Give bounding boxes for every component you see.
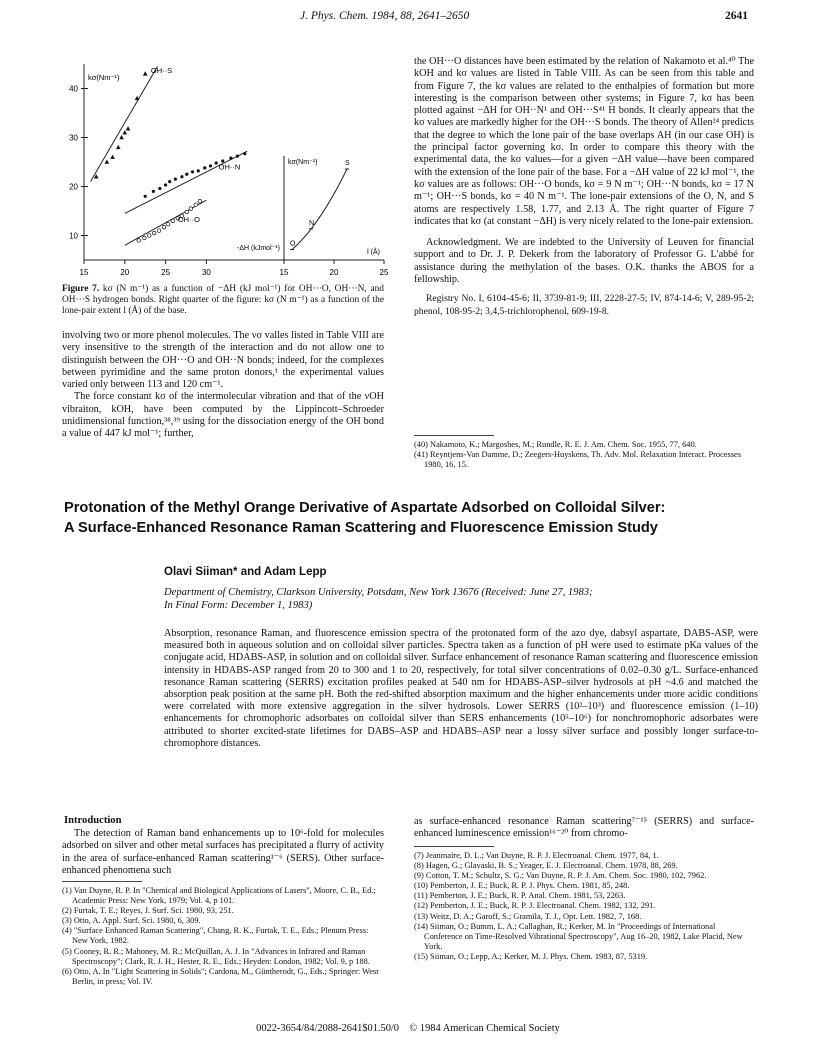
reference: (5) Cooney, R. R.; Mahoney, M. R.; McQuillan, A. J. In "Advances in Infrared and Raman Spectroscopy"; Clark, R. J. H., Hester, R. E., Eds.; Heyden: London, 1982; Vol. 9, p 188. (62, 946, 370, 966)
data-point-dot (243, 152, 246, 155)
data-point-triangle (105, 160, 110, 164)
inset-y-label: kσ(Nm⁻¹) (288, 159, 318, 166)
article-title (64, 498, 764, 538)
footnote-rule (62, 881, 142, 882)
paragraph: involving two or more phenol molecules. The νσ valles listed in Table VIII are very insensitive to the strength of the interaction and do not allow one to distinguish between the OH···O and OH··N bonds; indeed, for the complexes between pyrimidine and the same proton donors,¹ the experimental values varied only between 113 and 120 cm⁻¹. (62, 330, 384, 391)
data-point-triangle (143, 71, 148, 75)
affiliation (164, 586, 764, 612)
data-point-circle (157, 229, 161, 233)
reference: (11) Pemberton, J. E.; Buck, R. P. Anal. Chem. 1981, 53, 2263. (414, 891, 626, 901)
caption-text: kσ (N m⁻¹) as a function of −ΔH (kJ mol⁻¹) for OH···O, OH···N, and OH···S hydrogen bonds. Right quarter of the figure: kσ (N m⁻¹) as a function of the lone-pair extent l (Å) of the base. (62, 284, 384, 316)
data-point-dot (191, 170, 194, 173)
series-label-s: OH··S (150, 65, 173, 75)
page-number: 2641 (725, 10, 748, 22)
reference: (12) Pemberton, J. E.; Buck, R. P. J. Electroanal. Chem. 1982, 132, 291. (414, 901, 656, 911)
reference: (3) Otto, A. Appl. Surf. Sci. 1980, 6, 309. (62, 916, 201, 926)
abstract: Absorption, resonance Raman, and fluorescence emission spectra of the protonated form of the azo dye, dabsyl aspartate, DABS-ASP, were measured both in aqueous solution and on colloidal silver particles. Spectra taken as a function of pH were used to estimate pKa values of the conjugate acid, HDABS-ASP, in solution and on colloidal silver. Surface enhancement of resonance Raman scattering and fluorescence emission intensity in HDABS-ASP ranged from 20 to 300 and 1 to 20, respectively, for total silver concentrations of 0.02–0.30 g/L. Surface-enhanced resonance Raman scattering (SERRS) excitation profiles peaked at 540 nm for HDABS-ASP–silver hydrosols at pH ~4.6 and matched the absorption peak position at the same pH. Both the red-shifted absorption maximum and the higher enhancements under more acidic conditions were correlated with more extensive aggregation in the silver hydrosols. Lower SERRS (10²–10³) and fluorescence emission (1–10) enhancements for chromophoric adsorbates on colloidal silver than SERS enhancements (10⁵–10⁶) for nonchromophoric adsorbates were attributed to shorter excited-state lifetimes for DABS–ASP and HDABS–ASP near a lossy silver surface and possibly longer surface-to-chromophore distances. (164, 628, 758, 749)
left-references (62, 886, 384, 987)
copyright: © 1984 American Chemical Society (409, 1023, 560, 1034)
inset-x-tick-label: 25 (379, 268, 389, 277)
data-point-dot (168, 180, 171, 183)
reference: (14) Siiman, O.; Bumm, L. A.; Callaghan, R.; Kerker, M. In "Proceedings of International Conference on Time-Resolved Vibrational Spectroscopy", Aug 16–20, 1982, Lake Placid, New York. (414, 921, 743, 951)
intro-left (62, 828, 384, 877)
reference: (9) Cotton, T. M.; Schultz, S. G.; Van Duyne, R. P. J. Am. Chem. Soc. 1980, 102, 7962. (414, 871, 707, 881)
x-tick-label: 15 (79, 268, 89, 277)
inset-curve (292, 169, 347, 250)
y-tick-label: 40 (69, 84, 78, 94)
data-point-circle (194, 203, 198, 207)
section-heading: Introduction (64, 815, 122, 826)
x-tick-label: 30 (201, 268, 211, 277)
data-point-circle (198, 199, 202, 203)
data-point-dot (209, 164, 212, 167)
y-tick-label: 30 (69, 133, 78, 143)
data-point-dot (174, 178, 177, 181)
data-point-dot (203, 166, 206, 169)
footnote-rule (414, 846, 494, 847)
data-point-circle (147, 234, 151, 238)
figure-caption (62, 284, 384, 317)
page-footer (0, 1023, 816, 1034)
data-point-circle (166, 222, 170, 226)
data-point-circle (137, 239, 141, 243)
reference: (1) Van Duyne, R. P. In "Chemical and Biological Applications of Lasers", Moore, C. B., Ed.; Academic Press: New York, 1979; Vol. 4, p 101. (62, 886, 376, 906)
y-axis-label: kσ(Nm⁻¹) (88, 73, 120, 82)
data-point-dot (229, 156, 232, 159)
data-point-circle (171, 219, 175, 223)
journal-citation: J. Phys. Chem. 1984, 88, 2641–2650 (300, 10, 470, 22)
registry-numbers: Registry No. I, 6104-45-6; II, 3739-81-9; III, 2228-27-5; IV, 874-14-6; V, 289-95-2; phenol, 108-95-2; 3,4,5-trichlorophenol, 609-19-8. (414, 293, 754, 317)
fit-line (91, 66, 158, 181)
y-tick-label: 20 (69, 182, 78, 192)
paragraph: The force constant kσ of the intermolecular vibration and that of the νOH vibraiton, kOH, have been computed by the Lippincott–Schroeder unidimensional function,³⁸,³⁹ using for the dissociation energy of the OH bond a value of 447 kJ mol⁻¹; further, (62, 391, 384, 440)
reference: (10) Pemberton, J. E.; Buck, R. P. J. Phys. Chem. 1981, 85, 248. (414, 881, 630, 891)
data-point-circle (185, 210, 189, 214)
fit-line (125, 151, 247, 213)
data-point-circle (152, 231, 156, 235)
inset-x-tick-label: 15 (279, 268, 289, 277)
series-label-n: OH··N (218, 162, 241, 172)
figure-7 (62, 56, 392, 282)
reference: (41) Reyntjens-Van Damme, D.; Zeegers-Huyskens, Th. Adv. Mol. Relaxation Interact. Processes 1980, 16, 15. (414, 450, 742, 470)
reference: (4) "Surface Enhanced Raman Scattering", Chang, R. K., Furtak, T. E., Eds.; Plenum Press: New York, 1982. (62, 926, 369, 946)
authors: Olavi Siiman* and Adam Lepp (164, 566, 327, 578)
data-point-dot (144, 195, 147, 198)
reference: (8) Hagen, G.; Glavaski, B. S.; Yeager, E. J. Electroanal. Chem. 1978, 88, 269. (414, 861, 678, 871)
inset-x-label: l (Å) (367, 249, 380, 256)
inset-point-label: N (309, 219, 315, 227)
x-axis-label: -ΔH (kJmol⁻¹) (237, 245, 280, 252)
right-references (414, 440, 754, 470)
running-header (0, 10, 816, 26)
paragraph: The detection of Raman band enhancements up to 10⁶-fold for molecules adsorbed on silver and other metal surfaces has precipitated a flurry of activity in the area of surface-enhanced Raman scattering¹⁻⁶ (SERS). Other surface-enhanced phenomena such (62, 828, 384, 876)
data-point-triangle (123, 130, 128, 134)
y-tick-label: 10 (69, 231, 78, 241)
data-point-dot (197, 169, 200, 172)
data-point-triangle (126, 126, 131, 130)
paragraph: the OH···O distances have been estimated by the relation of Nakamoto et al.⁴⁰ The kOH and kσ values are listed in Table VIII. As can be seen from this table and from Figure 7, the kσ values are related to the enthalpies of formation but more interesting is the comparison between other systems; in Figure 7, kσ has been plotted against −ΔH for OH··N¹ and OH···S⁴¹ H bonds. It clearly appears that the kσ values are markedly higher for the OH···S bonds. The theory of Allen²⁴ predicts that the degree to which the lone pair of the base overlaps AH (in our case OH) is the principal factor governing kσ. In order to compare this theory with the experimental data, the kσ values—for a given −ΔH value—have been compared with the extension of the lone pair of the base. For a −ΔH value of 22 kJ mol⁻¹, the kσ values are as follows: OH···O bonds, kσ = 9 N m⁻¹; OH···N bonds, kσ = 17 N m⁻¹; OH···S bonds, kσ = 40 N m⁻¹. The lone-pair extensions of the O, N, and S atoms are respectively 1.58, 1.77, and 2.13 Å. The right quarter of Figure 7 indicates that kσ (at constant −ΔH) is very nicely related to the lone-pair extension. (414, 56, 754, 227)
data-point-triangle (116, 145, 121, 149)
paragraph: as surface-enhanced resonance Raman scattering⁷⁻¹⁵ (SERRS) and surface-enhanced luminescence emission¹⁶⁻²⁰ from chromo- (414, 816, 754, 840)
inset-point-label: O (290, 240, 296, 248)
data-point-triangle (119, 135, 124, 139)
data-point-triangle (110, 155, 115, 159)
title-line: Protonation of the Methyl Orange Derivative of Aspartate Adsorbed on Colloidal Silver: (64, 500, 666, 516)
data-point-dot (185, 173, 188, 176)
reference: (6) Otto, A. In "Light Scattering in Solids"; Cardona, M., Güntherodt, G., Eds.; Springer: West Berlin, in press; Vol. IV. (62, 966, 379, 986)
data-point-circle (143, 236, 147, 240)
data-point-dot (180, 175, 183, 178)
data-point-dot (164, 183, 167, 186)
inset-x-tick-label: 20 (329, 268, 339, 277)
data-point-dot (152, 190, 155, 193)
data-point-dot (158, 187, 161, 190)
data-point-dot (236, 155, 239, 158)
footnote-rule (414, 435, 494, 436)
x-tick-label: 20 (120, 268, 130, 277)
right-column (414, 56, 754, 318)
right-bottom-references (414, 851, 754, 962)
reference: (13) Weitz, D. A.; Garoff, S.; Gramila, T. J., Opt. Lett. 1982, 7, 168. (414, 911, 642, 921)
caption-label: Figure 7. (62, 284, 100, 294)
affiliation-line: In Final Form: December 1, 1983) (164, 600, 313, 611)
reference: (7) Jeanmaire, D. L.; Van Duyne, R. P. J. Electroanal. Chem. 1977, 84, 1. (414, 851, 659, 860)
title-line: A Surface-Enhanced Resonance Raman Scattering and Fluorescence Emission Study (64, 520, 658, 536)
inset-point-label: S (345, 160, 350, 167)
intro-right (414, 816, 754, 841)
data-point-circle (162, 225, 166, 229)
figure-7-plot (62, 56, 392, 282)
reference: (40) Nakamoto, K.; Margoshes, M.; Rundle, R. E. J. Am. Chem. Soc. 1955, 77, 640. (414, 440, 697, 449)
data-point-circle (189, 207, 193, 211)
acknowledgment: Acknowledgment. We are indebted to the University of Leuven for financial support and to Dr. J. P. Dekerk from the laboratory of Professor G. L'abbé for assistance during the methylation of the bases. O.K. thanks the ABOS for a fellowship. (414, 237, 754, 286)
article-code: 0022-3654/84/2088-2641$01.50/0 (256, 1023, 400, 1034)
affiliation-line: Department of Chemistry, Clarkson University, Potsdam, New York 13676 (Received: June 27, 1983; (164, 587, 593, 598)
series-label-o: OH··O (177, 214, 200, 224)
data-point-dot (215, 161, 218, 164)
x-tick-label: 25 (161, 268, 171, 277)
reference: (2) Furtak, T. E.; Reyes, J. Surf. Sci. 1980, 93, 251. (62, 906, 234, 916)
reference: (15) Siiman, O.; Lepp, A.; Kerker, M. J. Phys. Chem. 1983, 87, 5319. (414, 951, 648, 961)
left-column (62, 330, 384, 441)
